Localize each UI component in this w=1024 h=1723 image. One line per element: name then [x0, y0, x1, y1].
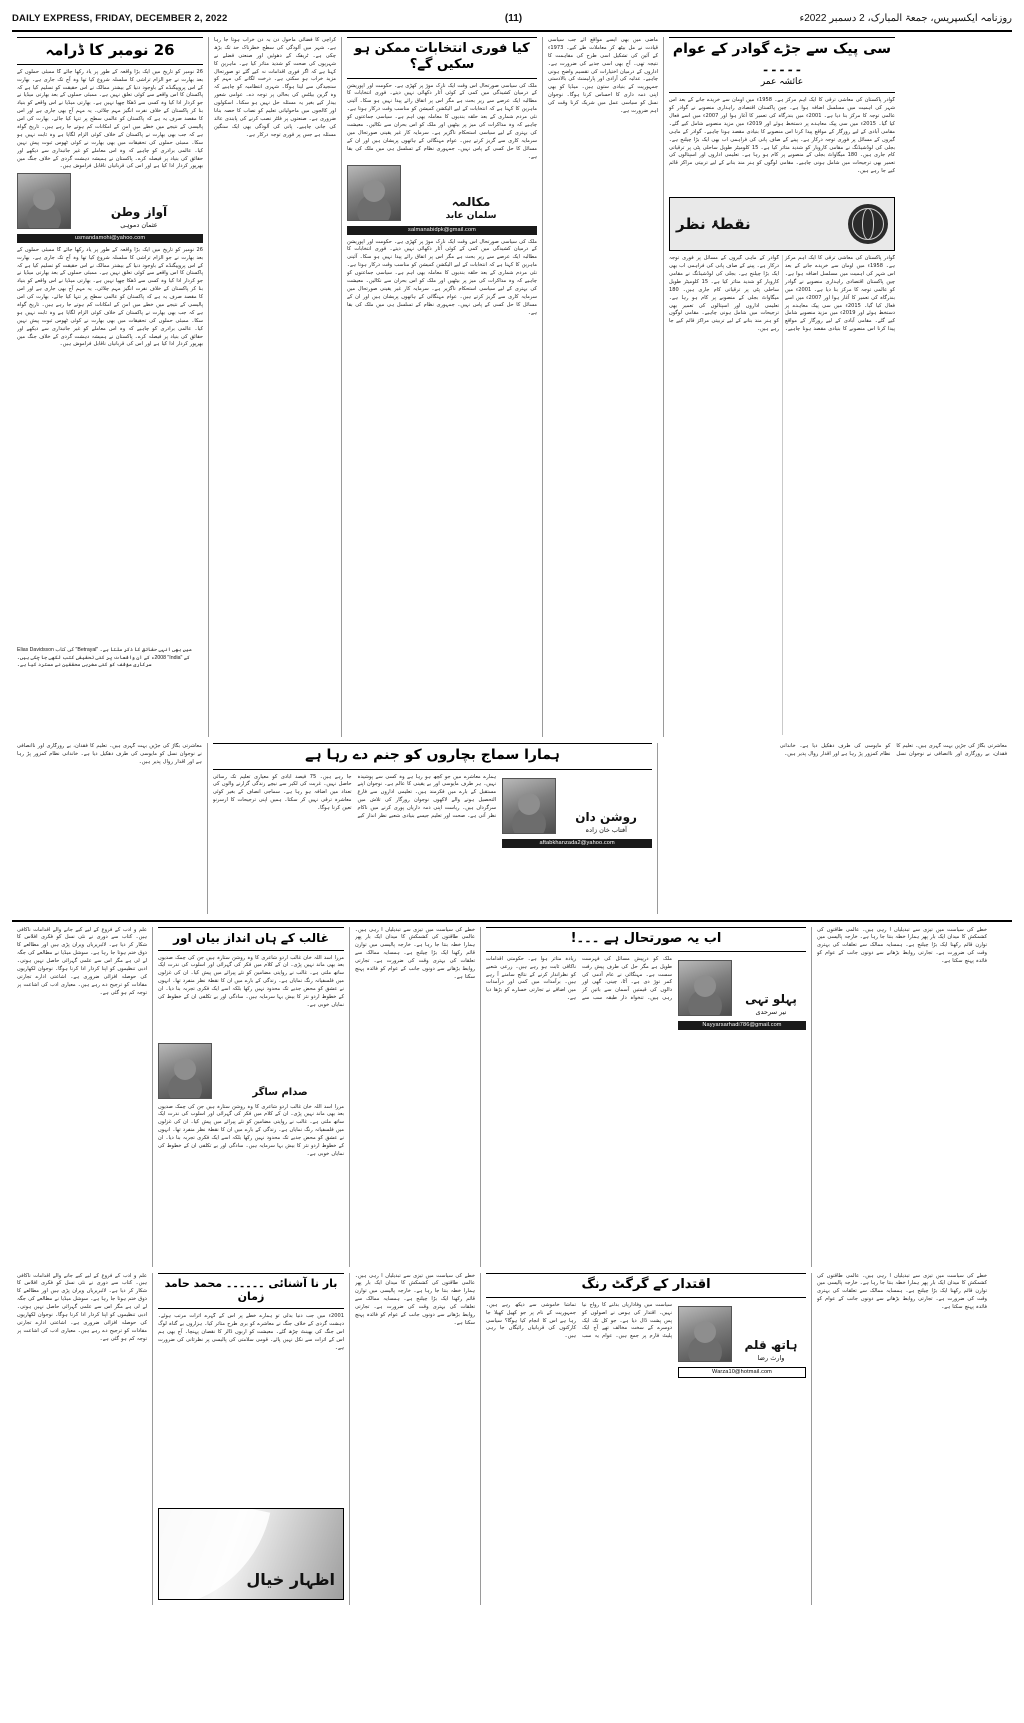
- top-section: [12, 37, 1012, 737]
- author-column-title: روشن دان: [575, 810, 637, 825]
- bottom-j-body: خطے کی سیاست میں تیزی سے تبدیلیاں آ رہی ہیں۔ عالمی طاقتوں کی کشمکش کا میدان ایک بار پھر ہمارا خطہ بنتا جا رہا ہے۔ خارجہ پالیسی میں توازن قائم رکھنا ایک بڑا چیلنج ہے۔ ہمسایہ ممالک سے تعلقات کی بہتری وقت کی ضرورت ہے۔ تجارتی روابط بڑھانے سے دونوں جانب کے عوام کو فائدہ پہنچ سکتا ہے۔: [817, 1272, 987, 1311]
- author-photo: [158, 1043, 212, 1099]
- headline-early-elections: کیا فوری انتخابات ممکن ہو سکیں گے؟: [354, 41, 530, 73]
- bottom-row-2: [12, 1273, 1012, 1606]
- author-name: صدام ساگر: [252, 1086, 308, 1098]
- page-number: (11): [504, 12, 523, 24]
- izhar-e-khayal-graphic: [158, 1508, 344, 1600]
- column2-body: کراچی کا فضائی ماحول دن بہ دن خراب ہوتا جا رہا ہے۔ شہر میں آلودگی کی سطح خطرناک حد تک بڑھ چکی ہے۔ ٹریفک کے دھوئیں اور صنعتی فضلے نے شہریوں کی صحت کو شدید متاثر کیا ہے۔ ماہرین کا کہنا ہے کہ اگر فوری اقدامات نہ کیے گئے تو صورتحال مزید خراب ہو سکتی ہے۔ درخت لگانے کی مہم کو سنجیدگی سے لینا ہوگا۔ شہری انتظامیہ کو چاہیے کہ وہ گرین بیلٹس کی بحالی پر توجہ دے۔ عوامی شعور بیدار کیے بغیر یہ مسئلہ حل نہیں ہو سکتا۔ اسکولوں اور کالجوں میں ماحولیاتی تعلیم کو نصاب کا حصہ بنانا ضروری ہے۔ صنعتوں پر فلٹر نصب کرنے کی پابندی عائد کی جانی چاہیے۔ پانی کی آلودگی بھی ایک سنگین مسئلہ ہے جس پر فوری توجہ درکار ہے۔: [214, 37, 336, 138]
- article-ab-yeh-soorat-e-haal: [481, 927, 811, 1267]
- bottom-col-h: [350, 1273, 480, 1606]
- bottom-col-a: [12, 927, 152, 1267]
- author-photo: [678, 960, 732, 1016]
- headline-cpec-gwadar: سی پیک سے جڑے گوادر کے عوام ۔۔۔۔۔: [672, 41, 892, 75]
- ashnai-body: 2001ء میں جب دنیا بدلی تو ہمارے خطے پر اس کے گہرے اثرات مرتب ہوئے۔ دہشت گردی کے خلاف جنگ نے معاشرے کو بری طرح متاثر کیا۔ ہزاروں بے گناہ لوگ اس جنگ کی بھینٹ چڑھ گئے۔ معیشت کو اربوں ڈالر کا نقصان پہنچا۔ آج بھی ہم اس کے اثرات سے نکل نہیں پائے۔ قومی سلامتی کی پالیسی پر نظرثانی کی ضرورت ہے۔: [158, 1313, 344, 1351]
- author-email[interactable]: usmandamohi@yahoo.com: [17, 234, 203, 243]
- article-society-victims: [208, 743, 657, 914]
- author-column-title: مکالمہ: [451, 195, 491, 210]
- author-block-nayyar-sarhadi: [678, 960, 806, 1016]
- article-early-elections: [342, 37, 542, 737]
- article-ghalib: [153, 927, 349, 1267]
- bottom-col-e: [812, 927, 992, 1267]
- headline-bar-ashnai: [158, 1273, 344, 1310]
- bottom-region: [12, 920, 1012, 1606]
- article3-body: ملک کی سیاسی صورتحال اس وقت ایک نازک موڑ پر کھڑی ہے۔ حکومت اور اپوزیشن کے درمیان کشیدگی میں کمی کے کوئی آثار دکھائی نہیں دیتے۔ فوری انتخابات کا مطالبہ ایک عرصے سے زیر بحث ہے مگر اس پر اتفاق رائے پیدا نہیں ہو سکا۔ آئینی ماہرین کا کہنا ہے کہ انتخابات کے لیے الیکشن کمیشن کو مناسب وقت درکار ہوتا ہے۔ نئی مردم شماری کے بعد حلقہ بندیوں کا معاملہ بھی اہم ہے۔ سیاسی جماعتوں کو چاہیے کہ وہ مذاکرات کی میز پر بیٹھیں اور ملک کو اس بحران سے نکالیں۔ معیشت کی بہتری کے لیے سیاسی استحکام ناگزیر ہے۔ سرمایہ کار غیر یقینی صورتحال میں سرمایہ کاری سے گریز کرتے ہیں۔ عوام مہنگائی کے ہاتھوں پریشان ہیں اور ان کے مسائل کا حل کسی کے پاس نہیں۔ جمہوری نظام کے تسلسل ہی میں ملک کی بقا ہے۔: [347, 238, 537, 316]
- mid-right-body: معاشرتی بگاڑ کی جڑیں بہت گہری ہیں۔ تعلیم کا فقدان، بے روزگاری اور ناانصافی نے نوجوان نسل کو مایوسی کی طرف دھکیل دیا ہے۔ خاندانی نظام کمزور پڑ رہا ہے اور اقدار زوال پذیر ہیں۔: [779, 743, 1008, 757]
- headline-soorat-e-haal: اب یہ صورتحال ہے ۔۔۔!: [570, 930, 722, 946]
- article-26-november-drama: [12, 37, 208, 737]
- author-photo: [502, 778, 556, 834]
- iqtidar-body: سیاست میں وفاداریاں بدلنے کا رواج نیا نہیں۔ اقتدار کی ہوس نے اصولوں کو پس پشت ڈال دیا ہے۔ جو کل تک ایک دوسرے کے سخت مخالف تھے آج ایک پلیٹ فارم پر جمع ہیں۔ عوام یہ سب تماشا خاموشی سے دیکھ رہے ہیں۔ جمہوریت کے نام پر جو کھیل کھیلا جا رہا ہے اس کا انجام کیا ہوگا؟ سیاسی کارکنوں کی قربانیاں رائیگاں جا رہی ہیں۔: [486, 1301, 672, 1340]
- author-name: وارث رضا: [757, 1353, 785, 1362]
- bottom-f-body: علم و ادب کے فروغ کے لیے کیے جانے والے اقدامات ناکافی ہیں۔ کتاب سے دوری نے نئی نسل کو فکری افلاس کا شکار کر دیا ہے۔ لائبریریاں ویران پڑی ہیں اور مطالعے کا ذوق ختم ہوتا جا رہا ہے۔ سوشل میڈیا نے مطالعے کی جگہ لے لی ہے مگر اس سے علمی گہرائی حاصل نہیں ہوتی۔ ادبی تنظیموں کو اپنا کردار ادا کرنا ہوگا۔ نوجوان لکھاریوں کی حوصلہ افزائی ضروری ہے۔ اشاعتی ادارے تجارتی مفادات کو ترجیح دے رہے ہیں۔ معیاری ادب کی اشاعت پر توجہ کم ہو گئی ہے۔: [17, 1272, 147, 1342]
- masthead: [12, 10, 1012, 32]
- author-column-title: ہاتھ قلم: [744, 1338, 798, 1353]
- logo-title: نقطۂ نظر: [676, 215, 751, 234]
- headline-society-victims: ہمارا سماج بچاروں کو جنم دے رہا ہے: [305, 747, 560, 763]
- author-photo: [678, 1306, 732, 1362]
- article5-lead: گوادر پاکستان کی معاشی ترقی کا ایک اہم مرکز ہے۔ 1958ء میں اومان سے خریدے جانے کے بعد اس شہر کی اہمیت میں مسلسل اضافہ ہوا ہے۔ چین پاکستان اقتصادی راہداری منصوبے نے گوادر کو عالمی توجہ کا مرکز بنا دیا ہے۔ 2001ء میں بندرگاہ کی تعمیر کا آغاز ہوا اور 2007ء میں اسے فعال کیا گیا۔ 2015ء میں سی پیک معاہدے پر دستخط ہوئے اور 2019ء میں مزید منصوبے شامل کیے گئے۔ مقامی آبادی کے لیے روزگار کے مواقع پیدا کرنا اس منصوبے کا بنیادی مقصد ہونا چاہیے۔ گوادر کے ماہی گیروں کے مسائل پر فوری توجہ درکار ہے۔ پینے کے صاف پانی کی فراہمی اب بھی ایک بڑا چیلنج ہے۔ بجلی کی لوڈشیڈنگ نے مقامی کاروبار کو شدید متاثر کیا ہے۔ 15 کلومیٹر طویل ساحلی پٹی پر ترقیاتی کام جاری ہیں۔ 180 میگاواٹ بجلی کے منصوبے پر کام ہو رہا ہے۔ تعلیمی اداروں اور اسپتالوں کی تعمیر بھی ترجیحات میں شامل ہونی چاہیے۔ مقامی لوگوں کو ہنر مند بنانے کے لیے تربیتی مراکز قائم کیے جا رہے ہیں۔: [669, 97, 895, 175]
- author-photo: [17, 173, 71, 229]
- headline-baar-na-ashnai: بار نا آشنائی ۔۔۔۔۔۔ محمد حامد زمان: [164, 1276, 338, 1304]
- author-email[interactable]: salmanabidpk@gmail.com: [347, 226, 537, 235]
- column4-body: ماضی میں بھی ایسے مواقع آئے جب سیاسی قیادت نے مل بیٹھ کر معاملات طے کیے۔ 1973ء کے آئین کی تشکیل اسی طرح کی مفاہمت کا نتیجہ تھی۔ آج بھی اسی جذبے کی ضرورت ہے۔ اداروں کے درمیان اختیارات کی تقسیم واضح ہونی چاہیے۔ عدلیہ کی آزادی اور پارلیمنٹ کی بالادستی جمہوریت کے بنیادی ستون ہیں۔ میڈیا کو بھی اپنی ذمہ داری کا احساس کرنا ہوگا۔ نوجوان نسل کو سیاسی عمل میں شریک کرنا وقت کی اہم ضرورت ہے۔: [548, 37, 658, 115]
- bottom-col-j: [812, 1273, 992, 1606]
- headline-bar-iqtidar: [486, 1273, 806, 1298]
- author-column-title: آواز وطن: [110, 205, 168, 220]
- headline-bar-3: [347, 37, 537, 79]
- nuqta-e-nazar-logo-block: [669, 197, 895, 251]
- masthead-left-text: DAILY EXPRESS, FRIDAY, DECEMBER 2, 2022: [12, 12, 228, 24]
- author-name: عثمان دموہی: [120, 220, 158, 229]
- author-email[interactable]: Nayyarsarhadi786@gmail.com: [678, 1021, 806, 1030]
- author-block-aftab-khanzada: [502, 778, 652, 834]
- author-name: آفتاب خان زادہ: [585, 825, 627, 834]
- mid-section: [12, 743, 1012, 914]
- bottom-col-f: [12, 1273, 152, 1606]
- ghalib-lead: مرزا اسد اللہ خان غالب اردو شاعری کا وہ روشن ستارہ ہیں جن کی چمک صدیوں بعد بھی ماند نہیں پڑی۔ ان کے کلام میں فکر کی گہرائی اور اسلوب کی ندرت ایک ساتھ ملتی ہے۔ غالب نے روایتی مضامین کو نئے پیرائے میں پیش کیا۔ ان کی غزلوں میں فلسفیانہ رنگ نمایاں ہے۔ زندگی کے بارے میں ان کا نقطۂ نظر منفرد تھا۔ انہوں نے عشق کو محض جذبے تک محدود نہیں رکھا بلکہ اسے ایک فکری تجربہ بنا دیا۔ ان کے خطوط اردو نثر کا بیش بہا سرمایہ ہیں۔ سادگی اور بے تکلفی ان کے خطوط کی نمایاں خوبی ہے۔: [158, 954, 344, 1008]
- masthead-right-text: روزنامہ ایکسپریس، جمعۃ المبارک، 2 دسمبر 2022ء: [799, 12, 1012, 24]
- headline-ghalib: غالب کے ہاں انداز بیاں اور: [173, 930, 329, 945]
- author-photo: [347, 165, 401, 221]
- article-baar-na-ashnai: [153, 1273, 349, 1606]
- mid-column-left: [12, 743, 207, 914]
- soorat-body: ملک کو درپیش مسائل کی فہرست طویل ہے مگر حل کی طرف پیش رفت سست ہے۔ مہنگائی نے عام آدمی کی کمر توڑ دی ہے۔ آٹا، چینی، گھی اور دالوں کی قیمتیں آسمان سے باتیں کر رہی ہیں۔ تنخواہ دار طبقہ سب سے زیادہ متاثر ہوا ہے۔ حکومتی اقدامات ناکافی ثابت ہو رہے ہیں۔ زرعی شعبے کو نظرانداز کرنے کے نتائج سامنے آ رہے ہیں۔ برآمدات میں کمی اور درآمدات میں اضافے نے تجارتی خسارے کو بڑھا دیا ہے۔: [486, 955, 672, 1002]
- bottom-e-body: خطے کی سیاست میں تیزی سے تبدیلیاں آ رہی ہیں۔ عالمی طاقتوں کی کشمکش کا میدان ایک بار پھر ہمارا خطہ بنتا جا رہا ہے۔ خارجہ پالیسی میں توازن قائم رکھنا ایک بڑا چیلنج ہے۔ ہمسایہ ممالک سے تعلقات کی بہتری وقت کی ضرورت ہے۔ تجارتی روابط بڑھانے سے دونوں جانب کے عوام کو فائدہ پہنچ سکتا ہے۔: [817, 926, 987, 965]
- author-block-saddam-sagar: [158, 1043, 344, 1099]
- article1-lead: 26 نومبر کو تاریخ میں ایک بڑا واقعہ کے طور پر یاد رکھا جائے گا ممبئی حملوں کے بعد بھارت نے جو الزام تراشی کا سلسلہ شروع کیا تھا وہ آج تک جاری ہے۔ بھارت کے اس پروپیگنڈے کے باوجود دنیا کے بیشتر ممالک نے اس حقیقت کو تسلیم کیا ہے کہ پاکستان کا اس واقعے سے کوئی تعلق نہیں ہے۔ ممبئی حملوں کے بعد بھارتی میڈیا نے جو کردار ادا کیا وہ کسی سے ڈھکا چھپا نہیں ہے۔ بھارتی میڈیا نے اس واقعے کو بنیاد بنا کر پاکستان کے خلاف نفرت انگیز مہم چلائی۔ یہ مہم آج بھی جاری ہے اور اس کا مقصد صرف یہ ہے کہ پاکستان کو عالمی سطح پر تنہا کیا جائے۔ بھارت کی اس پالیسی کے نتیجے میں خطے میں امن کے امکانات کم ہوتے جا رہے ہیں۔ تاریخ گواہ ہے کہ جب بھی بھارت نے پاکستان کے خلاف کوئی الزام لگایا ہے وہ ثابت نہیں ہو سکا۔ ممبئی حملوں کی تحقیقات میں بھی بھارت نے کوئی ٹھوس ثبوت پیش نہیں کیا۔ عالمی برادری کو چاہیے کہ وہ اس معاملے کو غیر جانبداری سے دیکھے اور حقائق کی بنیاد پر فیصلہ کرے۔ پاکستان نے ہمیشہ دہشت گردی کے خلاف جنگ میں بھرپور کردار ادا کیا ہے اور اس کی قربانیاں ناقابل فراموش ہیں۔: [17, 68, 203, 169]
- globe-icon: [848, 204, 888, 244]
- article-cpec-gwadar: [664, 37, 900, 737]
- article5-body: گوادر پاکستان کی معاشی ترقی کا ایک اہم مرکز ہے۔ 1958ء میں اومان سے خریدے جانے کے بعد اس شہر کی اہمیت میں مسلسل اضافہ ہوا ہے۔ چین پاکستان اقتصادی راہداری منصوبے نے گوادر کو عالمی توجہ کا مرکز بنا دیا ہے۔ 2001ء میں بندرگاہ کی تعمیر کا آغاز ہوا اور 2007ء میں اسے فعال کیا گیا۔ 2015ء میں سی پیک معاہدے پر دستخط ہوئے اور 2019ء میں مزید منصوبے شامل کیے گئے۔ مقامی آبادی کے لیے روزگار کے مواقع پیدا کرنا اس منصوبے کا بنیادی مقصد ہونا چاہیے۔ گوادر کے ماہی گیروں کے مسائل پر فوری توجہ درکار ہے۔ پینے کے صاف پانی کی فراہمی اب بھی ایک بڑا چیلنج ہے۔ بجلی کی لوڈشیڈنگ نے مقامی کاروبار کو شدید متاثر کیا ہے۔ 15 کلومیٹر طویل ساحلی پٹی پر ترقیاتی کام جاری ہیں۔ 180 میگاواٹ بجلی کے منصوبے پر کام ہو رہا ہے۔ تعلیمی اداروں اور اسپتالوں کی تعمیر بھی ترجیحات میں شامل ہونی چاہیے۔ مقامی لوگوں کو ہنر مند بنانے کے لیے تربیتی مراکز قائم کیے جا رہے ہیں۔: [669, 255, 895, 333]
- article-iqtidar-girgit-rang: [481, 1273, 811, 1606]
- column-4: [543, 37, 663, 737]
- author-block-salman-abid: [347, 165, 537, 221]
- author-name: سلمان عابد: [445, 210, 497, 221]
- author-block-waris-raza: [678, 1306, 806, 1362]
- mid-column-right: [658, 743, 1012, 914]
- bottom-a-body: علم و ادب کے فروغ کے لیے کیے جانے والے اقدامات ناکافی ہیں۔ کتاب سے دوری نے نئی نسل کو فکری افلاس کا شکار کر دیا ہے۔ لائبریریاں ویران پڑی ہیں اور مطالعے کا ذوق ختم ہوتا جا رہا ہے۔ سوشل میڈیا نے مطالعے کی جگہ لے لی ہے مگر اس سے علمی گہرائی حاصل نہیں ہوتی۔ ادبی تنظیموں کو اپنا کردار ادا کرنا ہوگا۔ نوجوان لکھاریوں کی حوصلہ افزائی ضروری ہے۔ اشاعتی ادارے تجارتی مفادات کو ترجیح دے رہے ہیں۔ معیاری ادب کی اشاعت پر توجہ کم ہو گئی ہے۔: [17, 926, 147, 996]
- bottom-c-body: خطے کی سیاست میں تیزی سے تبدیلیاں آ رہی ہیں۔ عالمی طاقتوں کی کشمکش کا میدان ایک بار پھر ہمارا خطہ بنتا جا رہا ہے۔ خارجہ پالیسی میں توازن قائم رکھنا ایک بڑا چیلنج ہے۔ ہمسایہ ممالک سے تعلقات کی بہتری وقت کی ضرورت ہے۔ تجارتی روابط بڑھانے سے دونوں جانب کے عوام کو فائدہ پہنچ سکتا ہے۔: [355, 926, 475, 980]
- headline-iqtidar: اقتدار کے گرگٹ رنگ: [581, 1276, 711, 1292]
- bottom-col-c: [350, 927, 480, 1267]
- mid-left-body: معاشرتی بگاڑ کی جڑیں بہت گہری ہیں۔ تعلیم کا فقدان، بے روزگاری اور ناانصافی نے نوجوان نسل کو مایوسی کی طرف دھکیل دیا ہے۔ خاندانی نظام کمزور پڑ رہا ہے اور اقدار زوال پذیر ہیں۔: [17, 743, 202, 765]
- headline-bar-soorat: [486, 927, 806, 952]
- byline-ayesha-umar: عائشہ عمر: [760, 77, 804, 87]
- ghalib-body: مرزا اسد اللہ خان غالب اردو شاعری کا وہ روشن ستارہ ہیں جن کی چمک صدیوں بعد بھی ماند نہیں پڑی۔ ان کے کلام میں فکر کی گہرائی اور اسلوب کی ندرت ایک ساتھ ملتی ہے۔ غالب نے روایتی مضامین کو نئے پیرائے میں پیش کیا۔ ان کی غزلوں میں فلسفیانہ رنگ نمایاں ہے۔ زندگی کے بارے میں ان کا نقطۂ نظر منفرد تھا۔ انہوں نے عشق کو محض جذبے تک محدود نہیں رکھا بلکہ اسے ایک فکری تجربہ بنا دیا۔ ان کے خطوط اردو نثر کا بیش بہا سرمایہ ہیں۔ سادگی اور بے تکلفی ان کے خطوط کی نمایاں خوبی ہے۔: [158, 1103, 344, 1157]
- author-column-title: پہلو تہی: [745, 992, 797, 1007]
- author-block-usman-damohi: [17, 173, 203, 229]
- column-2: [209, 37, 341, 737]
- article1-ltr-note: Elias Davidsson کی کتاب "Betrayal" میں بھی انہی حقائق کا ذکر ملتا ہے۔ 2008ء کے ان واقعات پر کئی تحقیقی کتب لکھی جا چکی ہیں۔ "India" کے سرکاری مؤقف کو کئی مغربی محققین نے مسترد کیا ہے۔: [17, 646, 192, 669]
- headline-bar-ghalib: [158, 927, 344, 951]
- headline-26-november: 26 نومبر کا ڈرامہ: [45, 41, 175, 59]
- headline-bar-mid: [213, 743, 652, 770]
- headline-bar-5: [669, 37, 895, 93]
- bottom-row-1: [12, 927, 1012, 1267]
- graphic-title: اظہار خیال: [246, 1570, 335, 1589]
- author-email[interactable]: aftabkhanzada2@yahoo.com: [502, 839, 652, 848]
- bottom-h-body: خطے کی سیاست میں تیزی سے تبدیلیاں آ رہی ہیں۔ عالمی طاقتوں کی کشمکش کا میدان ایک بار پھر ہمارا خطہ بنتا جا رہا ہے۔ خارجہ پالیسی میں توازن قائم رکھنا ایک بڑا چیلنج ہے۔ ہمسایہ ممالک سے تعلقات کی بہتری وقت کی ضرورت ہے۔ تجارتی روابط بڑھانے سے دونوں جانب کے عوام کو فائدہ پہنچ سکتا ہے۔: [355, 1272, 475, 1326]
- author-email[interactable]: Warza10@hotmail.com: [678, 1367, 806, 1378]
- author-name: نیر سرحدی: [755, 1007, 787, 1016]
- headline-bar-1: [17, 37, 203, 65]
- article1-body: 26 نومبر کو تاریخ میں ایک بڑا واقعہ کے طور پر یاد رکھا جائے گا ممبئی حملوں کے بعد بھارت نے جو الزام تراشی کا سلسلہ شروع کیا تھا وہ آج تک جاری ہے۔ بھارت کے اس پروپیگنڈے کے باوجود دنیا کے بیشتر ممالک نے اس حقیقت کو تسلیم کیا ہے کہ پاکستان کا اس واقعے سے کوئی تعلق نہیں ہے۔ ممبئی حملوں کے بعد بھارتی میڈیا نے جو کردار ادا کیا وہ کسی سے ڈھکا چھپا نہیں ہے۔ بھارتی میڈیا نے اس واقعے کو بنیاد بنا کر پاکستان کے خلاف نفرت انگیز مہم چلائی۔ یہ مہم آج بھی جاری ہے اور اس کا مقصد صرف یہ ہے کہ پاکستان کو عالمی سطح پر تنہا کیا جائے۔ بھارت کی اس پالیسی کے نتیجے میں خطے میں امن کے امکانات کم ہوتے جا رہے ہیں۔ تاریخ گواہ ہے کہ جب بھی بھارت نے پاکستان کے خلاف کوئی الزام لگایا ہے وہ ثابت نہیں ہو سکا۔ ممبئی حملوں کی تحقیقات میں بھی بھارت نے کوئی ٹھوس ثبوت پیش نہیں کیا۔ عالمی برادری کو چاہیے کہ وہ اس معاملے کو غیر جانبداری سے دیکھے اور حقائق کی بنیاد پر فیصلہ کرے۔ پاکستان نے ہمیشہ دہشت گردی کے خلاف جنگ میں بھرپور کردار ادا کیا ہے اور اس کی قربانیاں ناقابل فراموش ہیں۔: [17, 246, 203, 348]
- mid-center-body: ہمارے معاشرے میں جو کچھ ہو رہا ہے وہ کسی سے پوشیدہ نہیں۔ ہر طرف مایوسی اور بے یقینی کا عالم ہے۔ نوجوان اپنے مستقبل کے بارے میں فکرمند ہیں۔ تعلیمی اداروں سے فارغ التحصیل ہونے والے لاکھوں نوجوان روزگار کی تلاش میں سرگرداں ہیں۔ ریاست اپنی ذمہ داریاں پوری کرنے میں ناکام نظر آتی ہے۔ صحت اور تعلیم جیسے بنیادی شعبے نظر انداز کیے جا رہے ہیں۔ 75 فیصد آبادی کو معیاری تعلیم تک رسائی حاصل نہیں۔ غربت کی لکیر سے نیچے زندگی گزارنے والوں کی تعداد میں اضافہ ہو رہا ہے۔ سماجی انصاف کے بغیر کوئی معاشرہ ترقی نہیں کر سکتا۔ ہمیں اپنی ترجیحات کا ازسرنو تعین کرنا ہوگا۔: [212, 773, 497, 819]
- article3-lead: ملک کی سیاسی صورتحال اس وقت ایک نازک موڑ پر کھڑی ہے۔ حکومت اور اپوزیشن کے درمیان کشیدگی میں کمی کے کوئی آثار دکھائی نہیں دیتے۔ فوری انتخابات کا مطالبہ ایک عرصے سے زیر بحث ہے مگر اس پر اتفاق رائے پیدا نہیں ہو سکا۔ آئینی ماہرین کا کہنا ہے کہ انتخابات کے لیے الیکشن کمیشن کو مناسب وقت درکار ہوتا ہے۔ نئی مردم شماری کے بعد حلقہ بندیوں کا معاملہ بھی اہم ہے۔ سیاسی جماعتوں کو چاہیے کہ وہ مذاکرات کی میز پر بیٹھیں اور ملک کو اس بحران سے نکالیں۔ معیشت کی بہتری کے لیے سیاسی استحکام ناگزیر ہے۔ سرمایہ کار غیر یقینی صورتحال میں سرمایہ کاری سے گریز کرتے ہیں۔ عوام مہنگائی کے ہاتھوں پریشان ہیں اور ان کے مسائل کا حل کسی کے پاس نہیں۔ جمہوری نظام کے تسلسل ہی میں ملک کی بقا ہے۔: [347, 82, 537, 160]
